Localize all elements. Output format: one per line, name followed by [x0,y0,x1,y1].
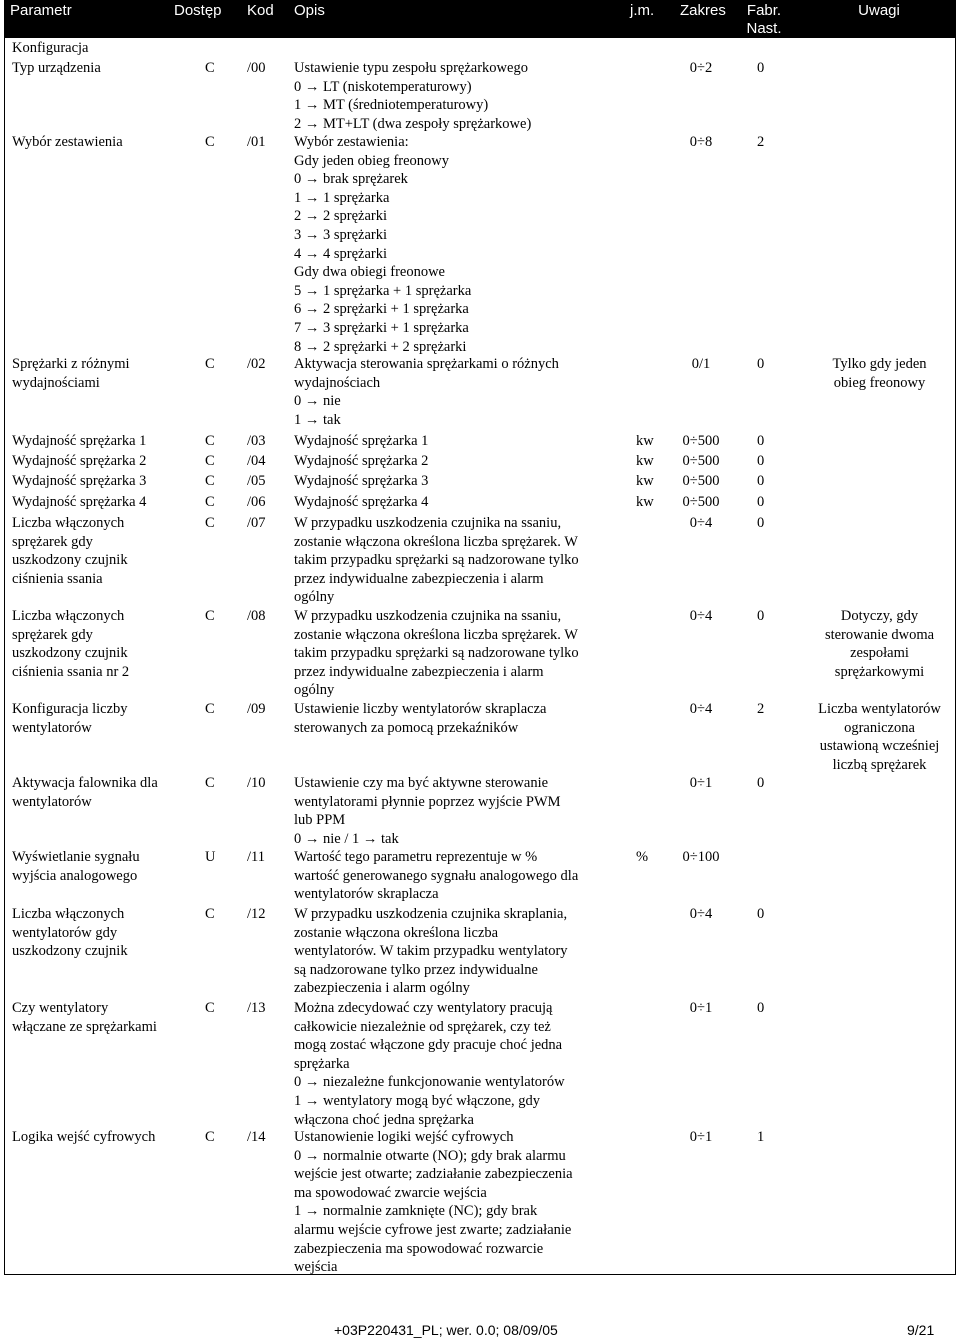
row-range-text: 0÷500 [682,473,720,489]
row-desc-text: sterowanych za pomocą przekaźników [294,719,519,736]
row-desc-text: zostanie włączona określona liczba sprężarek. W [294,533,578,550]
row-param-text: ciśnienia ssania [12,570,103,587]
row-desc-text: wentylatorów. W takim przypadku wentylatory [294,943,568,960]
row-range-text: 0÷100 [682,849,720,865]
row-desc-text: 5 → 1 sprężarka + 1 sprężarka [294,282,472,299]
row-default-text: 0 [757,775,765,791]
row-range-text: 0÷4 [689,906,713,922]
row-notes-text: sterowanie dwoma [824,626,935,643]
row-param-text: uszkodzony czujnik [12,645,128,662]
row-code-text: /14 [247,1129,266,1145]
row-code-text: /03 [247,433,266,449]
footer-page-number: 9/21 [907,1322,935,1338]
row-param-text: Wydajność sprężarka 1 [12,433,147,449]
row-default-text: 0 [757,1000,765,1016]
row-desc-text: Gdy dwa obiegi freonowe [294,264,445,281]
row-param-text: Wydajność sprężarka 2 [12,453,147,469]
row-desc-text: zostanie włączona określona liczba sprężarek. W [294,626,578,643]
row-range-text: 0÷500 [682,433,720,449]
row-code-text: /08 [247,608,266,624]
row-unit-text: % [636,849,649,865]
row-desc-text: 0 → normalnie otwarte (NO); gdy brak alarmu [294,1147,566,1164]
row-code-text: /00 [247,60,266,76]
row-range-text: 0÷500 [682,494,720,510]
row-notes-text: ograniczona [844,719,915,736]
row-default-text: 2 [757,701,765,717]
row-desc-text: 1 → tak [294,411,341,428]
row-desc-text: Ustanowienie logiki wejść cyfrowych [294,1129,514,1145]
row-default-text: 0 [757,356,765,372]
row-range-text: 0÷4 [689,515,713,531]
row-param-text: ciśnienia ssania nr 2 [12,663,130,680]
row-desc-text: 2 → 2 sprężarki [294,208,388,225]
row-desc-text: takim przypadku sprężarki są nadzorowane tylko [294,552,579,569]
row-desc-text: wartość generowanego sygnału analogowego dla [294,867,579,884]
row-code-text: /07 [247,515,266,531]
row-param-text: sprężarek gdy [12,533,93,550]
row-param-text: uszkodzony czujnik [12,943,128,960]
row-access-text: C [205,453,215,469]
row-access-text: C [205,1129,215,1145]
row-desc-text: 7 → 3 sprężarki + 1 sprężarka [294,320,469,336]
row-desc-text: 0 → nie [294,393,341,410]
row-desc-text: W przypadku uszkodzenia czujnika skraplania, [294,906,568,922]
table-header [4,0,956,38]
row-desc-text: włączona choć jedna sprężarka [294,1111,474,1128]
row-desc-text: 1 → 1 sprężarka [294,189,390,206]
row-code-text: /01 [247,134,266,150]
row-desc-text: W przypadku uszkodzenia czujnika na ssaniu, [294,608,562,624]
header-fabr: Fabr. [746,2,782,19]
row-desc-text: wydajnościach [294,374,381,391]
row-default-text: 0 [757,453,765,469]
row-access-text: C [205,1000,215,1016]
row-access-text: C [205,60,215,76]
row-desc-text: alarmu wejście cyfrowe jest zwarte; zadziałanie [294,1222,572,1238]
row-unit-text: kw [636,433,654,449]
row-param-text: Sprężarki z różnymi [12,356,130,372]
row-desc-text: 1 → wentylatory mogą być włączone, gdy [294,1093,541,1109]
header-zakres: Zakres [680,2,726,19]
row-param-text: wentylatorów [12,793,92,810]
row-notes-text: ustawioną wcześniej [819,738,940,755]
row-range-text: 0÷1 [689,1000,713,1016]
row-access-text: C [205,134,215,150]
row-range-text: 0÷4 [689,608,713,624]
row-desc-text: lub PPM [294,812,346,829]
row-desc-text: Wydajność sprężarka 3 [294,473,429,489]
header-parametr: Parametr [10,2,72,19]
header-uwagi: Uwagi [858,2,900,19]
row-param-text: sprężarek gdy [12,626,93,643]
row-default-text: 2 [757,134,765,150]
row-desc-text: wentylatorami płynnie poprzez wyjście PWM [294,793,561,810]
row-param-text: Wydajność sprężarka 3 [12,473,147,489]
row-param-text: Liczba włączonych [12,608,125,624]
row-code-text: /05 [247,473,266,489]
row-access-text: C [205,515,215,531]
row-param-text: Liczba włączonych [12,906,125,922]
row-param-text: wyjścia analogowego [12,867,138,884]
row-range-text: 0÷2 [689,60,713,76]
row-code-text: /12 [247,906,266,922]
row-desc-text: 2 → MT+LT (dwa zespoły sprężarkowe) [294,115,532,132]
row-desc-text: takim przypadku sprężarki są nadzorowane tylko [294,645,579,662]
row-desc-text: Aktywacja sterowania sprężarkami o różnych [294,356,559,372]
header-dostep: Dostęp [174,2,222,19]
row-default-text: 0 [757,433,765,449]
row-desc-text: wejście jest otwarte; zadziałanie zabezpieczenia [294,1166,573,1183]
row-desc-text: 1 → normalnie zamknięte (NC); gdy brak [294,1203,538,1220]
row-code-text: /02 [247,356,266,372]
row-desc-text: ogólny [294,682,335,699]
header-nast: Nast. [746,20,782,37]
row-desc-text: Wydajność sprężarka 1 [294,433,429,449]
row-param-text: Typ urządzenia [12,60,101,76]
row-default-text: 0 [757,906,765,922]
row-access-text: C [205,608,215,624]
row-desc-text: 1 → MT (średniotemperaturowy) [294,97,489,114]
row-param-text: Wyświetlanie sygnału [12,849,140,865]
row-param-text: Aktywacja falownika dla [12,775,158,791]
row-param-text: uszkodzony czujnik [12,552,128,569]
row-desc-text: 6 → 2 sprężarki + 1 sprężarka [294,301,469,318]
row-param-text: wydajnościami [12,374,100,391]
row-desc-text: mogą zostać włączone gdy pracuje choć jedna [294,1037,563,1054]
row-desc-text: przez indywidualne zabezpieczenia i alarm [294,663,544,680]
row-param-text: Logika wejść cyfrowych [12,1129,156,1145]
row-desc-text: Ustawienie liczby wentylatorów skraplacza [294,701,547,717]
row-code-text: /04 [247,453,266,469]
footer-document-id: +03P220431_PL; wer. 0.0; 08/09/05 [334,1322,558,1338]
row-desc-text: zostanie włączona określona liczba [294,924,499,941]
row-desc-text: 0 → LT (niskotemperaturowy) [294,78,472,95]
section-title: Konfiguracja [12,40,89,56]
row-param-text: wentylatorów gdy [12,924,118,941]
row-unit-text: kw [636,473,654,489]
row-range-text: 0÷500 [682,453,720,469]
row-desc-text: Wartość tego parametru reprezentuje w % [294,849,538,865]
row-desc-text: Wydajność sprężarka 4 [294,494,429,510]
row-unit-text: kw [636,453,654,469]
row-desc-text: ma spowodować zwarcie wejścia [294,1184,487,1201]
row-code-text: /13 [247,1000,266,1016]
row-range-text: 0÷4 [689,701,713,717]
header-jm: j.m. [630,2,655,19]
row-default-text: 0 [757,515,765,531]
row-notes-text: zespołami [850,645,909,662]
row-desc-text: są nadzorowane tylko przez indywidualne [294,961,538,978]
row-desc-text: 3 → 3 sprężarki [294,227,388,243]
row-access-text: C [205,356,215,372]
row-desc-text: Można zdecydować czy wentylatory pracują [294,1000,553,1016]
row-desc-text: wentylatorów skraplacza [294,886,439,903]
row-notes-text: sprężarkowymi [834,663,925,680]
row-unit-text: kw [636,494,654,510]
row-notes-text: Liczba wentylatorów [818,701,941,717]
row-default-text: 0 [757,60,765,76]
row-default-text: 0 [757,494,765,510]
row-access-text: C [205,906,215,922]
row-desc-text: sprężarka [294,1055,350,1072]
row-default-text: 0 [757,473,765,489]
row-param-text: Wybór zestawienia [12,134,123,150]
row-code-text: /09 [247,701,266,717]
row-desc-text: przez indywidualne zabezpieczenia i alarm [294,570,544,587]
row-range-text: 0÷8 [689,134,713,150]
row-param-text: Konfiguracja liczby [12,701,128,717]
row-desc-text: 8 → 2 sprężarki + 2 sprężarki [294,338,467,355]
row-code-text: /11 [247,849,265,865]
row-param-text: wentylatorów [12,719,92,736]
row-param-text: Wydajność sprężarka 4 [12,494,147,510]
row-code-text: /10 [247,775,266,791]
row-desc-text: wejścia [294,1259,338,1276]
row-desc-text: 0 → niezależne funkcjonowanie wentylatorów [294,1074,565,1091]
row-code-text: /06 [247,494,266,510]
row-param-text: Czy wentylatory [12,1000,109,1016]
row-notes-text: Dotyczy, gdy [840,608,919,624]
row-notes-text: obieg freonowy [833,374,926,391]
row-desc-text: Ustawienie typu zespołu sprężarkowego [294,60,528,76]
header-opis: Opis [294,2,325,19]
row-param-text: włączane ze sprężarkami [12,1018,157,1035]
row-access-text: C [205,433,215,449]
row-desc-text: 0 → nie / 1 → tak [294,830,399,847]
row-desc-text: zabezpieczenia i alarm ogólny [294,980,470,997]
row-desc-text: W przypadku uszkodzenia czujnika na ssaniu, [294,515,562,531]
row-desc-text: Wybór zestawienia: [294,134,409,150]
row-desc-text: Ustawienie czy ma być aktywne sterowanie [294,775,549,791]
row-access-text: C [205,494,215,510]
row-desc-text: ogólny [294,589,335,606]
row-desc-text: 4 → 4 sprężarki [294,245,388,262]
row-desc-text: zabezpieczenia ma spowodować rozwarcie [294,1240,544,1257]
row-access-text: C [205,775,215,791]
row-range-text: 0/1 [691,356,711,372]
header-kod: Kod [247,2,274,19]
row-access-text: C [205,701,215,717]
row-desc-text: całkowicie niezależnie od sprężarek, czy też [294,1018,551,1035]
row-access-text: U [205,849,216,865]
row-notes-text: liczbą sprężarek [832,756,927,773]
row-notes-text: Tylko gdy jeden [832,356,927,372]
row-access-text: C [205,473,215,489]
row-param-text: Liczba włączonych [12,515,125,531]
row-default-text: 1 [757,1129,765,1145]
row-default-text: 0 [757,608,765,624]
row-desc-text: Wydajność sprężarka 2 [294,453,429,469]
row-desc-text: 0 → brak sprężarek [294,171,408,188]
row-desc-text: Gdy jeden obieg freonowy [294,152,450,169]
row-range-text: 0÷1 [689,775,713,791]
row-range-text: 0÷1 [689,1129,713,1145]
